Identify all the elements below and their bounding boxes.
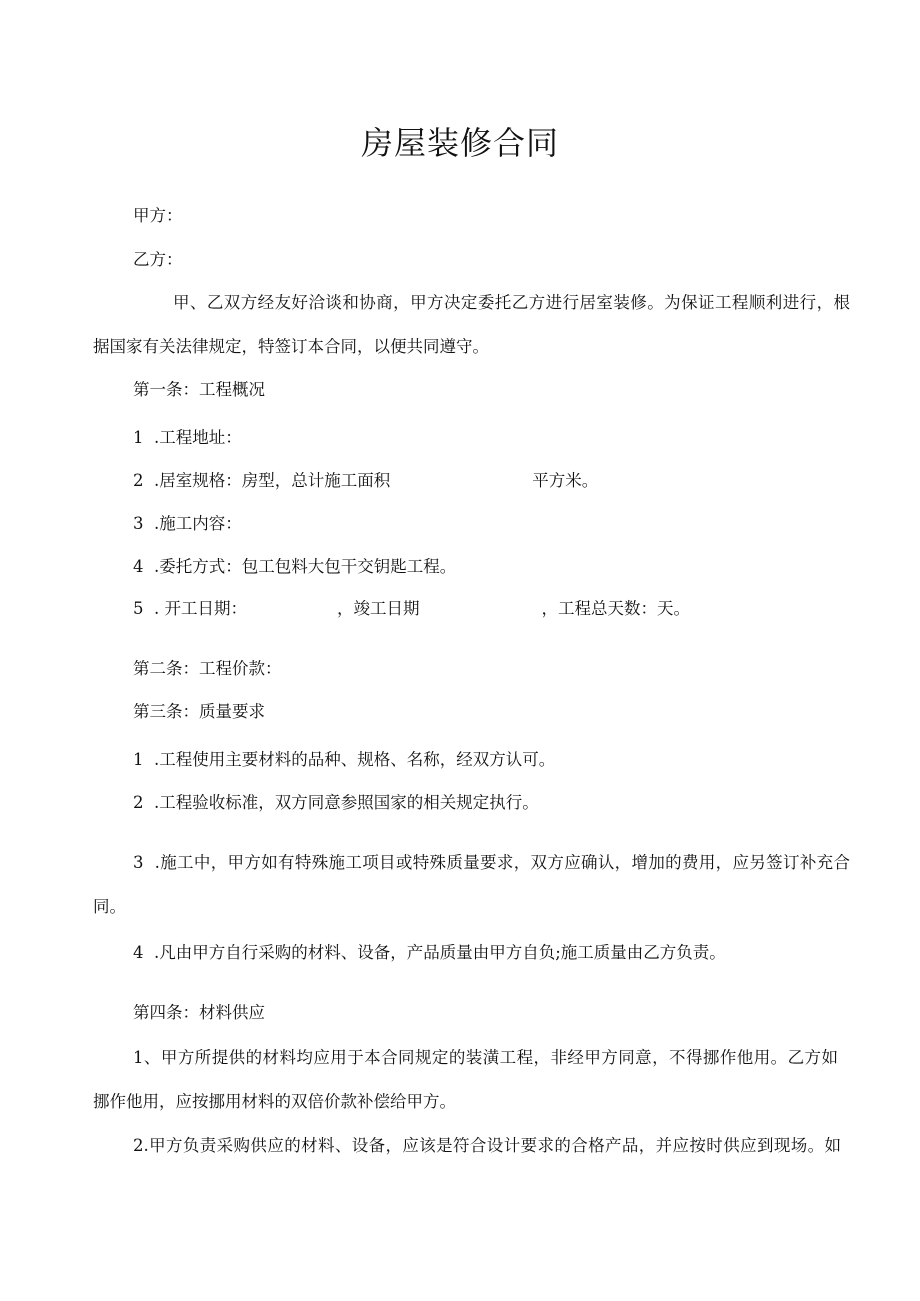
total-days-label: ，工程总天数：天。 (541, 599, 690, 618)
article-1-heading: 第一条：工程概况 (133, 380, 265, 399)
article-1-item-5 (133, 597, 690, 621)
item-2-text: 2 .居室规格：房型，总计施工面积 (133, 471, 391, 490)
party-b-label: 乙方： (133, 250, 183, 269)
article-3-item-3-line-2: 同。 (93, 897, 126, 916)
article-4-para-1-line-2: 挪作他用，应按挪用材料的双倍价款补偿给甲方。 (93, 1092, 456, 1111)
document-title: 房屋装修合同 (360, 124, 559, 162)
item-2-unit: 平方米。 (532, 471, 599, 490)
article-4-para-2-line-1: 2.甲方负责采购供应的材料、设备，应该是符合设计要求的合格产品，并应按时供应到现场。如 (133, 1136, 841, 1155)
article-4-heading: 第四条：材料供应 (133, 1003, 265, 1022)
article-1-item-4: 4 .委托方式：包工包料大包干交钥匙工程。 (133, 557, 457, 576)
article-3-item-2: 2 .工程验收标准，双方同意参照国家的相关规定执行。 (133, 793, 539, 812)
article-4-para-1-line-1: 1、甲方所提供的材料均应用于本合同规定的装潢工程，非经甲方同意，不得挪作他用。乙方如 (133, 1048, 838, 1067)
article-1-item-3: 3 .施工内容： (133, 514, 242, 533)
article-3-item-3-line-1: 3 .施工中，甲方如有特殊施工项目或特殊质量要求，双方应确认，增加的费用，应另签订补充合 (133, 853, 850, 872)
article-2-heading: 第二条：工程价款： (133, 659, 282, 678)
party-a-label: 甲方： (133, 206, 183, 225)
intro-line-2: 据国家有关法律规定，特签订本合同，以便共同遵守。 (93, 337, 489, 356)
intro-line-1: 甲、乙双方经友好洽谈和协商，甲方决定委托乙方进行居室装修。为保证工程顺利进行，根 (173, 293, 850, 312)
article-1-item-1: 1 .工程地址： (133, 428, 242, 447)
end-date-label: ，竣工日期 (336, 599, 420, 618)
start-date-label: 5 . 开工日期： (133, 599, 247, 618)
article-3-item-1: 1 .工程使用主要材料的品种、规格、名称，经双方认可。 (133, 750, 556, 769)
article-1-item-2 (133, 469, 598, 493)
article-3-heading: 第三条：质量要求 (133, 702, 265, 721)
article-3-item-4: 4 .凡由甲方自行采购的材料、设备，产品质量由甲方自负;施工质量由乙方负责。 (133, 943, 726, 962)
